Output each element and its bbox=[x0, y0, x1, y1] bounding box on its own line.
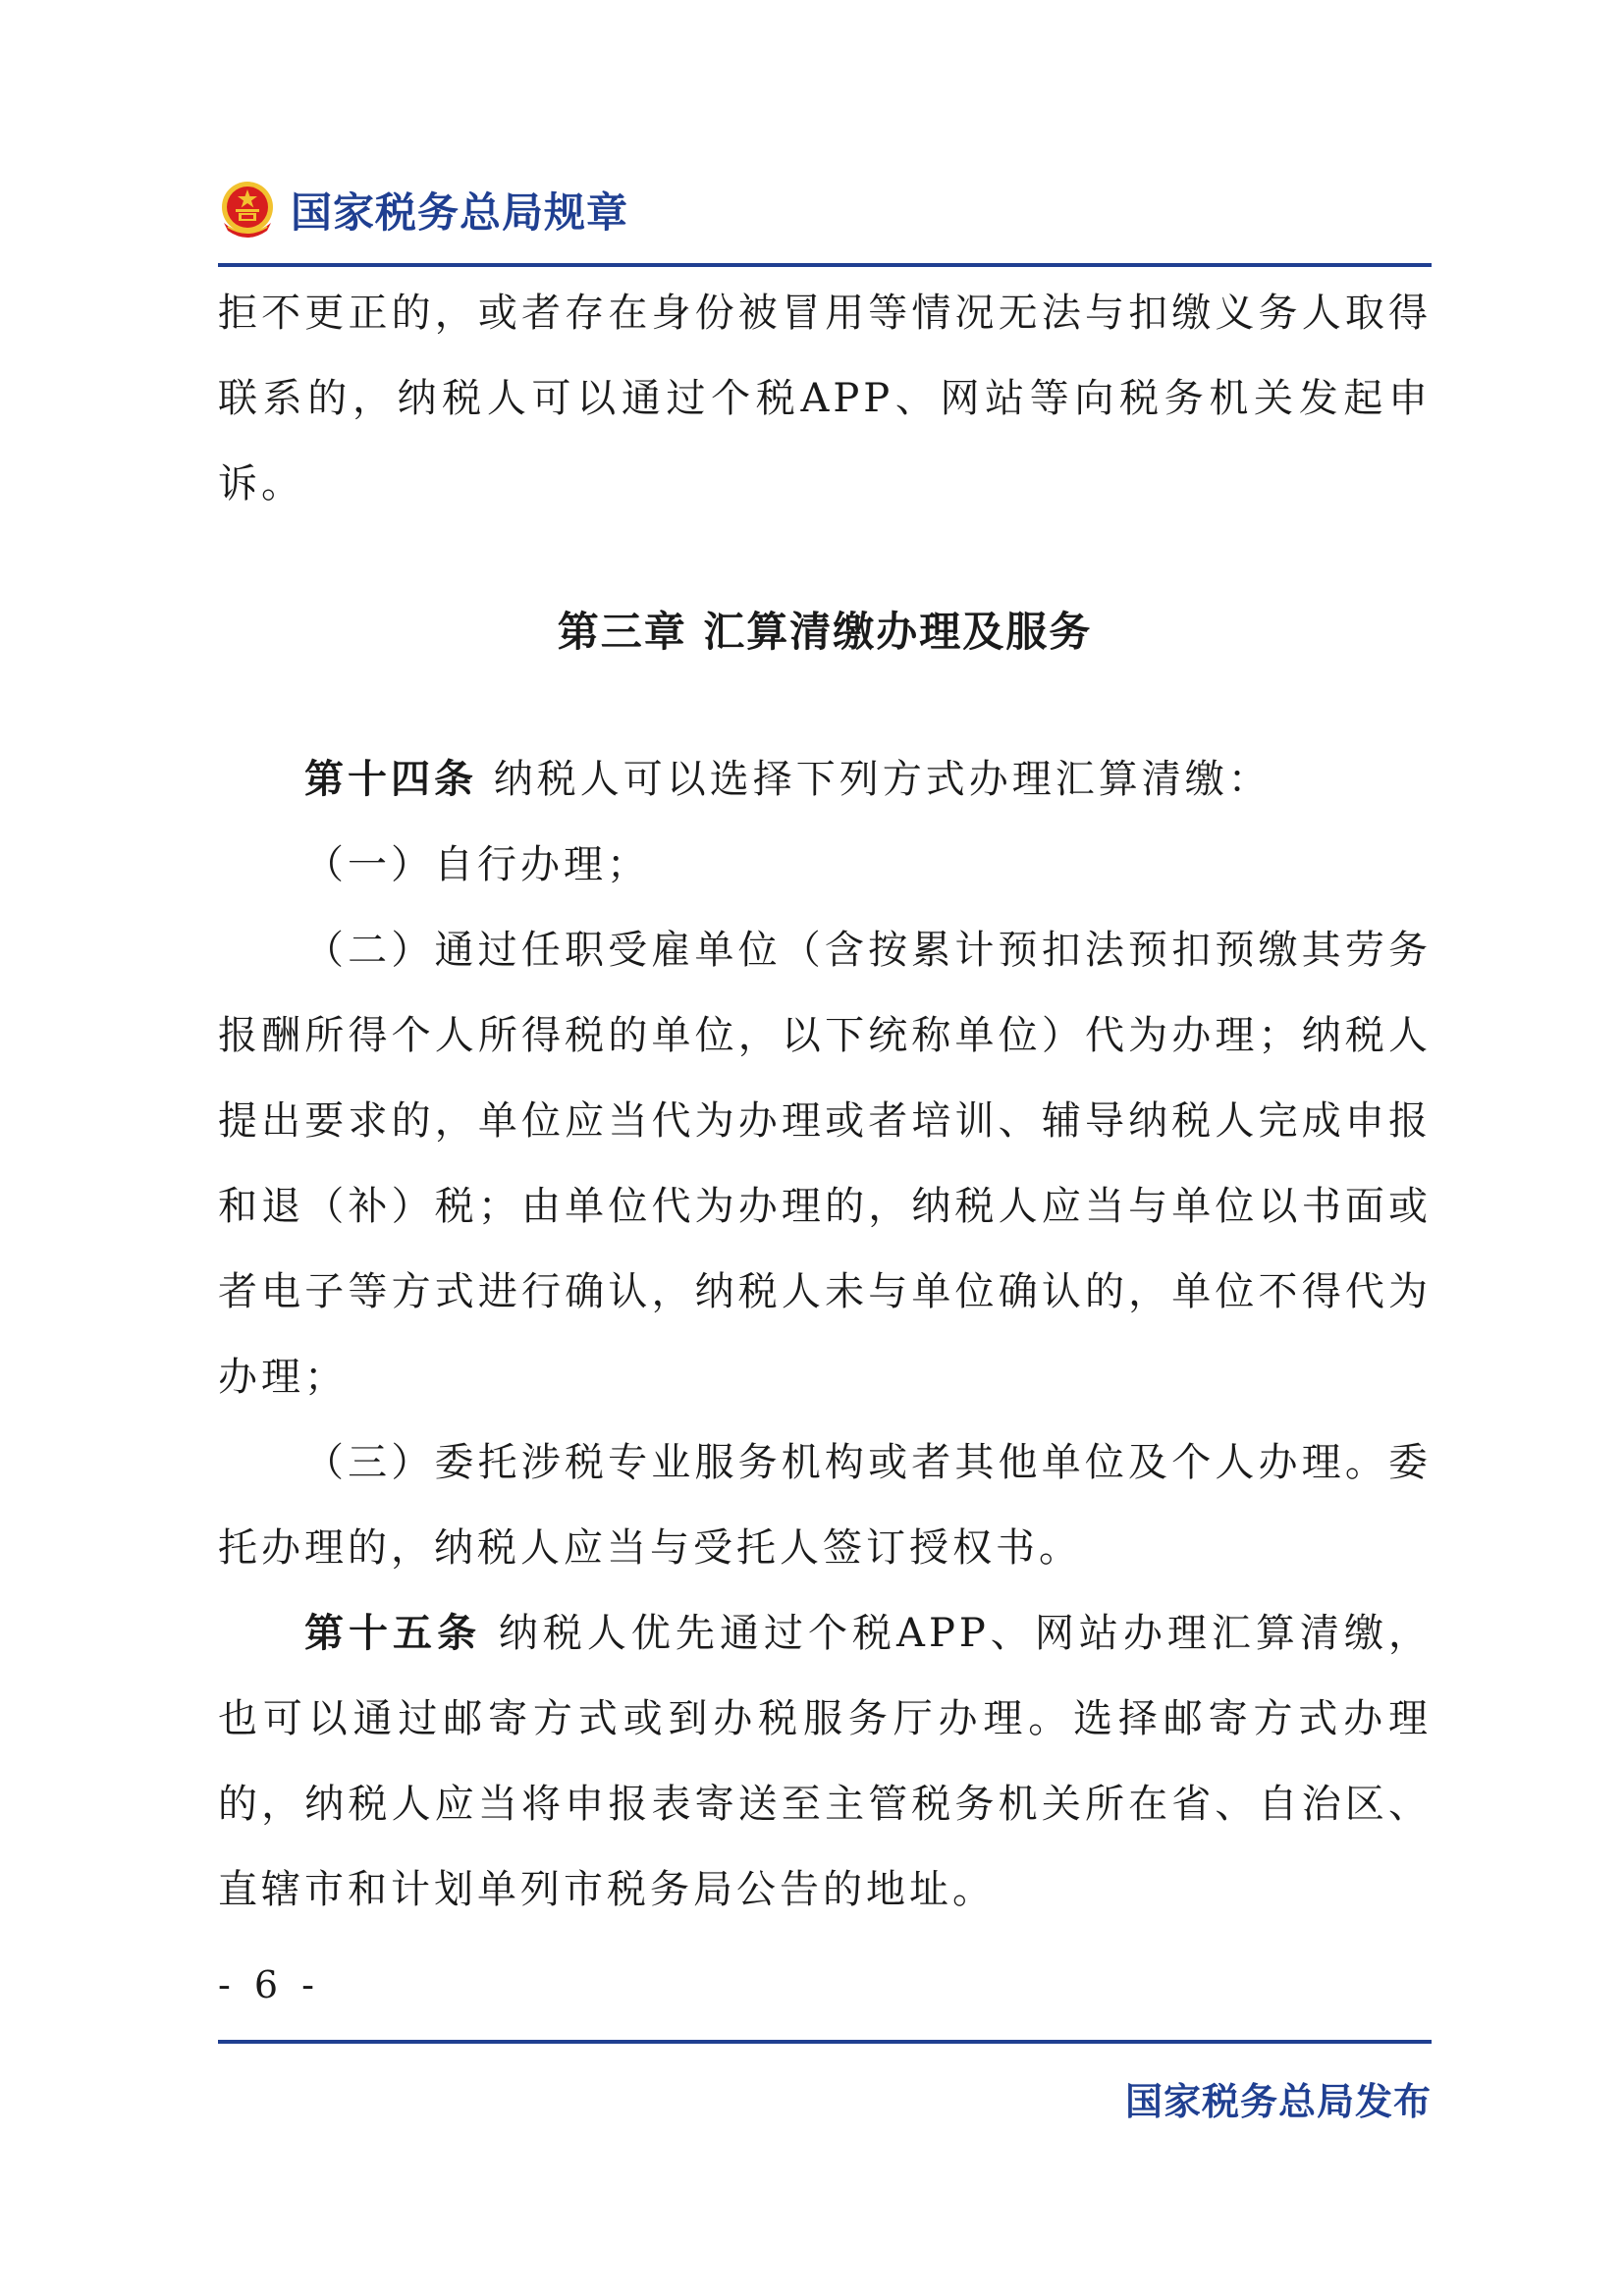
article-14-label: 第十四条 bbox=[304, 757, 477, 802]
article-14-item-2: （二）通过任职受雇单位（含按累计预扣法预扣预缴其劳务报酬所得个人所得税的单位，以下统称单位）代为办理；纳税人提出要求的，单位应当代为办理或者培训、辅导纳税人完成申报和退（补）税；由单位代为办理的，纳税人应当与单位以书面或者电子等方式进行确认，纳税人未与单位确认的，单位不得代为办理； bbox=[218, 928, 1432, 1400]
paragraph-continuation: 拒不更正的，或者存在身份被冒用等情况无法与扣缴义务人取得联系的，纳税人可以通过个税APP、网站等向税务机关发起申诉。 bbox=[218, 291, 1432, 507]
article-14-text: 纳税人可以选择下列方式办理汇算清缴： bbox=[493, 757, 1272, 802]
page-number: - 6 - bbox=[218, 1963, 321, 2006]
article-14-item-3: （三）委托涉税专业服务机构或者其他单位及个人办理。委托办理的，纳税人应当与受托人签订授权书。 bbox=[218, 1440, 1432, 1571]
header-title: 国家税务总局规章 bbox=[291, 188, 629, 237]
footer-divider bbox=[218, 2040, 1432, 2044]
footer-publisher: 国家税务总局发布 bbox=[1124, 2080, 1432, 2123]
article-14-item-1: （一）自行办理； bbox=[304, 842, 650, 887]
chapter-heading: 第三章 汇算清缴办理及服务 bbox=[557, 608, 1093, 656]
page-header bbox=[218, 175, 628, 245]
document-body bbox=[218, 271, 1432, 1933]
article-15-text: 纳税人优先通过个税APP、网站办理汇算清缴，也可以通过邮寄方式或到办税服务厅办理。选择邮寄方式办理的，纳税人应当将申报表寄送至主管税务机关所在省、自治区、直辖市和计划单列市税务局公告的地址。 bbox=[218, 1611, 1433, 1912]
header-divider bbox=[218, 263, 1432, 267]
national-emblem-icon bbox=[218, 180, 277, 240]
article-15-label: 第十五条 bbox=[304, 1611, 482, 1656]
article-15 bbox=[218, 1591, 1432, 1933]
article-14 bbox=[218, 737, 1432, 823]
